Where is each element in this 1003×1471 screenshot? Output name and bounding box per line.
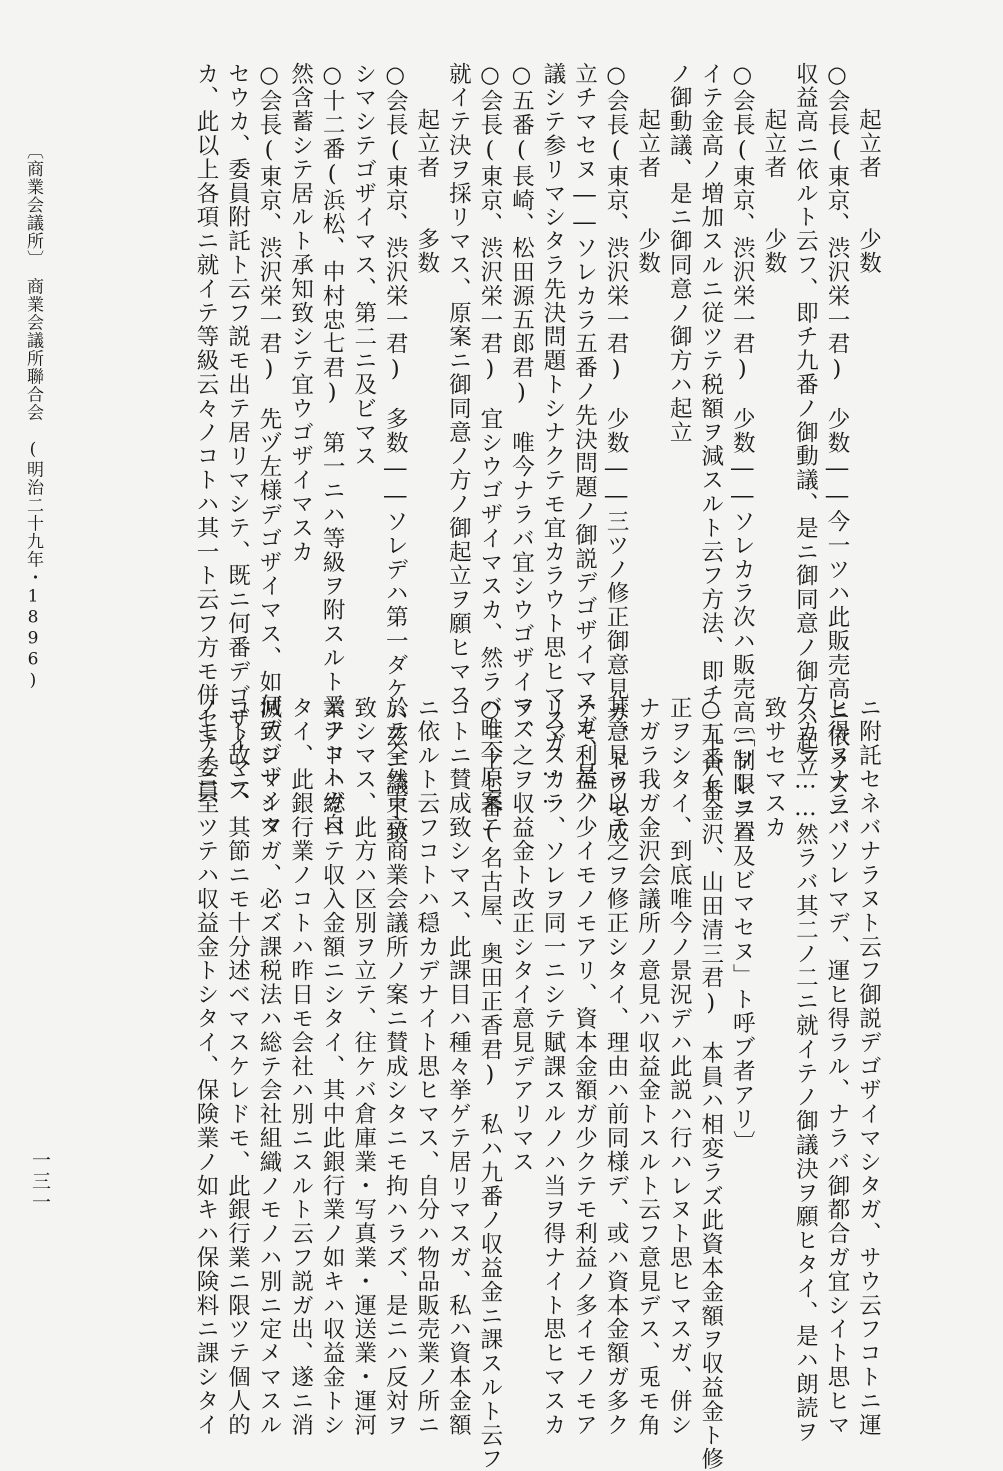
text-column: 然含蓄シテ居ルト承知致シテ宜ウゴザイマスカ (287, 62, 314, 564)
text-column: ノ御動議、是ニ御同意ノ御方ハ起立 (666, 62, 693, 445)
text-column: 起立者 多数 (413, 108, 440, 276)
text-column: ノモノニ至ツテハ収益金トシタイ、保険業ノ如キハ保険料ニ課シタイ (192, 696, 219, 1437)
text-column: 其意見ヲ以テ之ヲ修正シタイ、理由ハ前同様デ、或ハ資本金額ガ多ク (603, 696, 630, 1437)
text-column: スカラ……然ラバ其二ノ二ニ就イテノ御議決ヲ願ヒタイ、是ハ朗読ヲ (792, 696, 819, 1444)
text-column: ○会長(東京、渋沢栄一君) 少数――三ツノ修正御意見ガ、ドウモ成 (603, 62, 630, 845)
text-column: 収益高ニ依ルト云フ、即チ九番ノ御動議、是ニ御同意ノ御方ハ起立 (792, 62, 819, 779)
text-column: 致シマス、此方ハ区別ヲ立テ、往ケバ倉庫業・写真業・運送業・運河 (350, 696, 377, 1437)
text-column: 正ヲシタイ、到底唯今ノ景況デハ此説ハ行ハレヌト思ヒマスガ、併シ (666, 696, 693, 1437)
text-column: 起立者 少数 (634, 108, 661, 276)
text-column: シマシテゴザイマス、第二ニ及ビマス (350, 62, 377, 469)
text-column: リマスカラ、ソレヲ同一ニシテ賦課スルノハ当ヲ得ナイト思ヒマスカ (540, 696, 566, 1437)
text-column: 於テ全然東京商業会議所ノ案ニ賛成シタニモ拘ハラズ、是ニハ反対ヲ (382, 696, 409, 1437)
text-column: ニ依ルト云フコトハ穏カデナイト思ヒマス、自分ハ物品販売業ノ所ニ (413, 696, 440, 1437)
text-column: 議シテ参リマシタラ先決問題トシナクテモ宜カラウト思ヒマスガ…… (540, 62, 566, 810)
text-column: 就イテ決ヲ採リマス、原案ニ御同意ノ方ノ御起立ヲ願ヒマス (445, 62, 472, 708)
text-column: ○会長(東京、渋沢栄一君) 少数――今一ツハ此販売高ニ依ラズニ、 (823, 62, 850, 845)
text-column: コト故ニ、其節ニモ十分述ベマスケレドモ、此銀行業ニ限ツテ個人的 (224, 696, 251, 1437)
page-number: 一三一 (29, 1150, 51, 1213)
text-column: テモ利益ノ少イモノモアリ、資本金額ガ少クテモ利益ノ多イモノモア (571, 696, 598, 1437)
text-column: ○三十七番(名古屋、奥田正香君) 私ハ九番ノ収益金ニ課スルト云フ (476, 696, 503, 1471)
text-column: ○九番(金沢、山田清三君) 本員ハ相変ラズ此資本金額ヲ収益金ト修 (697, 696, 724, 1471)
text-column: 起立者 少数 (760, 108, 787, 276)
text-column: 業ナドハ総ベテ収入金額ニシタイ、其中此銀行業ノ如キハ収益金トシ (319, 696, 346, 1437)
text-column: ○会長(東京、渋沢栄一君) 少数――ソレカラ次ハ販売高ニ制限ヲ置 (729, 62, 756, 845)
text-column: 〔「ソレニハ及ビマセヌ」ト呼ブ者アリ〕 (729, 712, 756, 1155)
text-column: 起立者 少数 (855, 108, 882, 276)
text-column: 滅致シマシタガ、必ズ課税法ハ総テ会社組織ノモノハ別ニ定メマスル (256, 696, 283, 1437)
text-column: ○会長(東京、渋沢栄一君) 宜シウゴザイマスカ、然ラバ唯今原案ニ (476, 62, 503, 838)
running-footer: 〔商業会議所〕 商業会議所聯合会 (明治二十九年・1896) (23, 142, 43, 692)
text-column: ○五番(長崎、松田源五郎君) 唯今ナラバ宜シウゴザイマス (508, 62, 535, 742)
text-column: カ、此以上各項ニ就イテ等級云々ノコトハ其一ト云フ方モ併セテ委員 (192, 62, 219, 803)
text-column: ヒ得ヌナラバソレマデ、運ヒ得ラル、ナラバ御都合ガ宜シイト思ヒマ (823, 696, 850, 1437)
text-column: コトニ賛成致シマス、此課目ハ種々挙ゲテ居リマスガ、私ハ資本金額 (445, 696, 472, 1437)
text-column: ○会長(東京、渋沢栄一君) 先ヅ左様デゴザイマス、如何デゴザイマ (256, 62, 283, 838)
text-column: セウカ、委員附託ト云フ説モ出テ居リマシテ、既ニ何番デゴザイマス (224, 62, 251, 803)
text-column: イテ金高ノ増加スルニ従ツテ税額ヲ減スルト云フ方法、即チ二十六番 (697, 62, 724, 803)
text-column: ナガラ我ガ金沢会議所ノ意見ハ収益金トスルト云フ意見デス、兎モ角 (634, 696, 661, 1437)
text-column: ○会長(東京、渋沢栄一君) 多数――ソレデハ第一ダケハ茲ニ議了致 (382, 62, 409, 845)
text-column: 致サセマスカ (760, 696, 787, 840)
text-column: ニ附託セネバナラヌト云フ御説デゴザイマシタガ、サウ云フコトニ運 (855, 696, 882, 1437)
text-column: タイ、此銀行業ノコトハ昨日モ会社ハ別ニスルト云フ説ガ出、遂ニ消 (287, 696, 314, 1437)
text-column: ○十二番(浜松、中村忠七君) 第一ニハ等級ヲ附スルト云フコトガ自 (319, 62, 346, 838)
text-column: ラ、之ヲ収益金ト改正シタイ意見デアリマス (508, 696, 535, 1174)
text-column: 立チマセヌ――ソレカラ五番ノ先決問題ノ御説デゴザイマスガ、是ハ (571, 62, 598, 810)
